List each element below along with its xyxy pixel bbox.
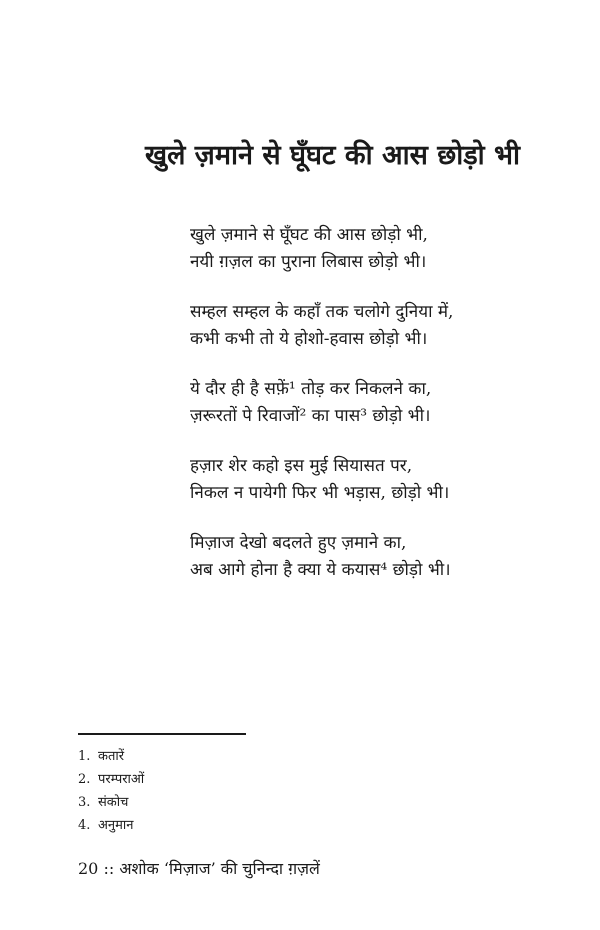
poem-line: नयी ग़ज़ल का पुराना लिबास छोड़ो भी। <box>190 252 427 272</box>
footnote-number: 4. <box>78 818 91 833</box>
poem-body <box>190 222 490 607</box>
poem-line: अब आगे होना है क्या ये कयास⁴ छोड़ो भी। <box>190 560 451 580</box>
footnote-item <box>78 814 378 837</box>
footnote-text: कतारें <box>98 749 125 764</box>
footnote-text: संकोच <box>98 795 129 810</box>
poem-line: सम्हल सम्हल के कहाँ तक चलोगे दुनिया में, <box>190 302 454 322</box>
page-footer: 20 :: अशोक ‘मिज़ाज’ की चुनिन्दा ग़ज़लें <box>78 859 320 878</box>
poem-line: मिज़ाज देखो बदलते हुए ज़माने का, <box>190 533 407 553</box>
footnote-number: 2. <box>78 772 91 787</box>
footnote-number: 1. <box>78 749 91 764</box>
stanza-3 <box>190 376 490 430</box>
footnote-item <box>78 768 378 791</box>
poem-line: हज़ार शेर कहो इस मुई सियासत पर, <box>190 456 413 476</box>
footnotes <box>78 745 378 837</box>
poem-line: निकल न पायेगी फिर भी भड़ास, छोड़ो भी। <box>190 483 450 503</box>
footnote-text: परम्पराओं <box>98 772 145 787</box>
poem-line: ज़रूरतों पे रिवाजों² का पास³ छोड़ो भी। <box>190 406 431 426</box>
footnote-item <box>78 745 378 768</box>
footnote-number: 3. <box>78 795 91 810</box>
stanza-5 <box>190 530 490 584</box>
footnote-item <box>78 791 378 814</box>
stanza-2 <box>190 299 490 353</box>
poem-line: ये दौर ही है सफ़ें¹ तोड़ कर निकलने का, <box>190 379 432 399</box>
poem-line: कभी कभी तो ये होशो-हवास छोड़ो भी। <box>190 329 428 349</box>
footnote-text: अनुमान <box>98 818 134 833</box>
footnote-divider <box>78 733 246 735</box>
poem-title: खुले ज़माने से घूँघट की आस छोड़ो भी <box>145 140 521 171</box>
stanza-4 <box>190 453 490 507</box>
stanza-1 <box>190 222 490 276</box>
poem-line: खुले ज़माने से घूँघट की आस छोड़ो भी, <box>190 225 428 245</box>
